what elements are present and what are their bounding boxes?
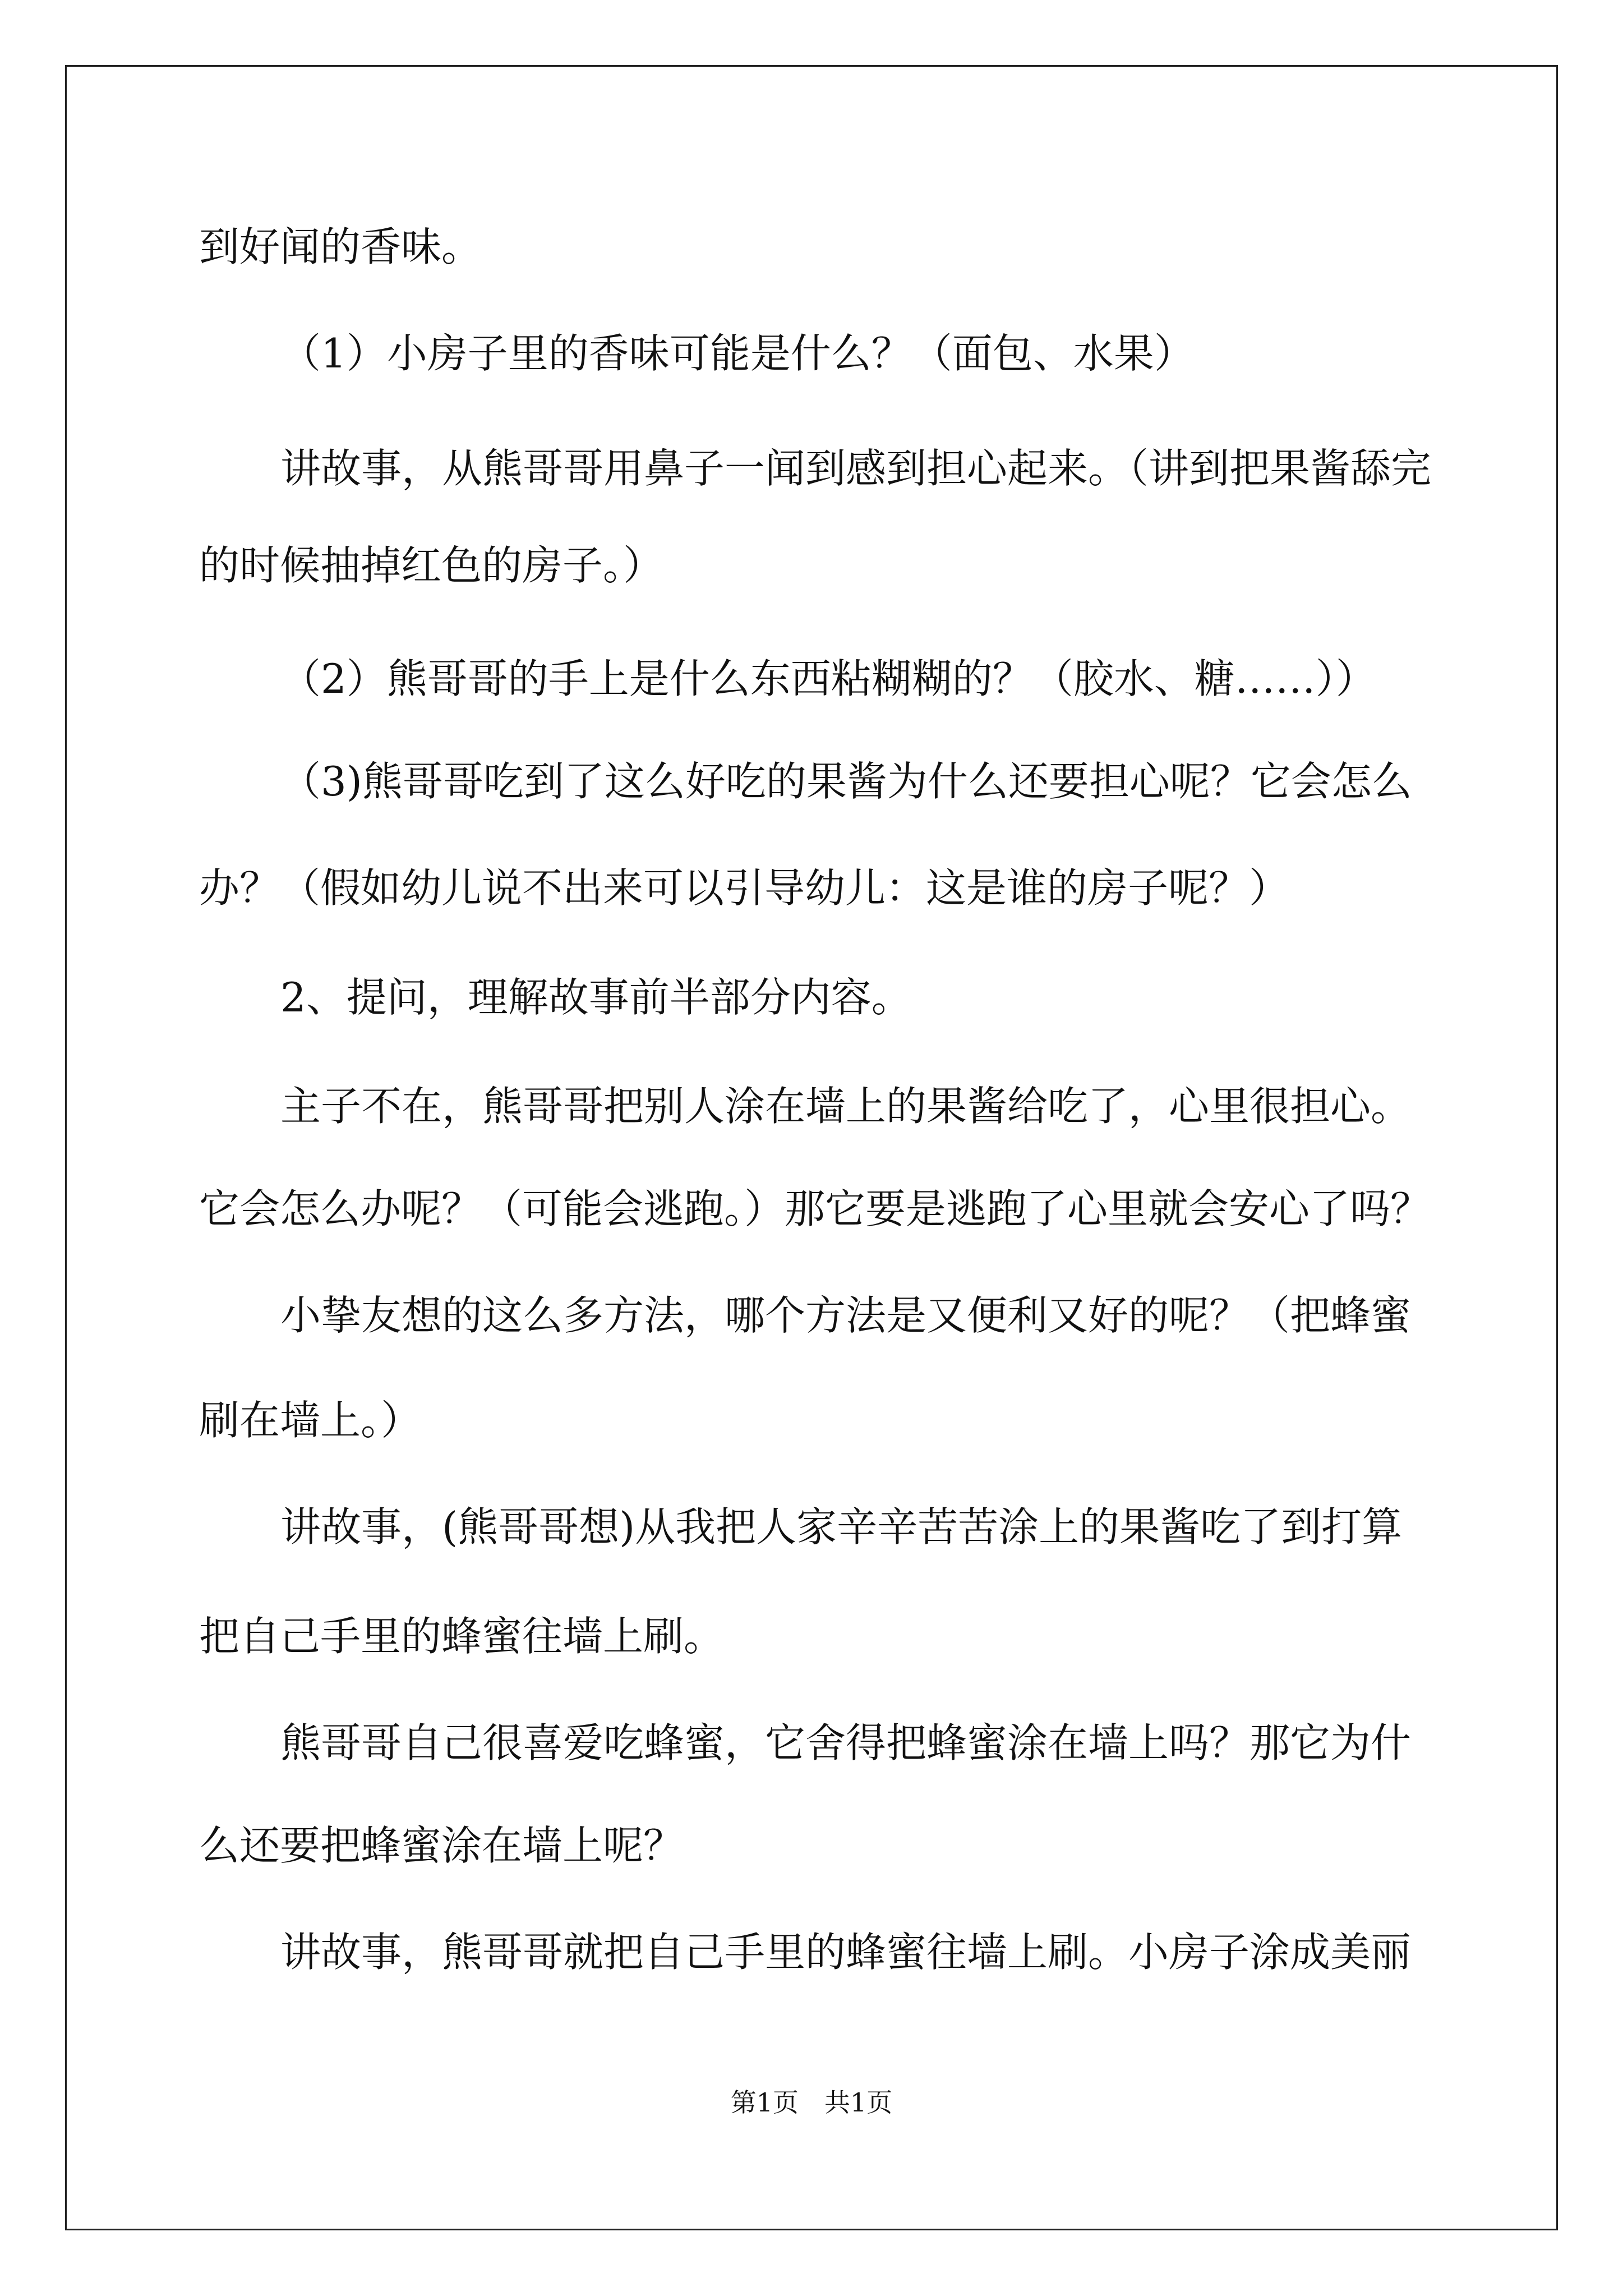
text-line: 把自己手里的蜂蜜往墙上刷。 [199, 1613, 725, 1660]
text-line: 到好闻的香味。 [199, 223, 482, 270]
text-line: 刷在墙上。） [199, 1397, 422, 1444]
text-line: 的时候抽掉红色的房子。） [199, 542, 664, 589]
text-line: 主子不在，熊哥哥把别人涂在墙上的果酱给吃了，心里很担心。 [280, 1083, 1412, 1130]
text-line: 2、提问，理解故事前半部分内容。 [280, 974, 912, 1021]
text-line: （1）小房子里的香味可能是什么？（面包、水果） [280, 330, 1195, 377]
page-number-footer: 第1页 共1页 [730, 2087, 893, 2118]
text-line: 么还要把蜂蜜涂在墙上呢？ [199, 1822, 684, 1869]
text-line: 讲故事，(熊哥哥想)从我把人家辛辛苦苦涂上的果酱吃了到打算 [280, 1503, 1403, 1550]
text-line: （3)熊哥哥吃到了这么好吃的果酱为什么还要担心呢？它会怎么 [280, 758, 1412, 805]
text-line: （2）熊哥哥的手上是什么东西粘糊糊的？（胶水、糖……）） [280, 655, 1376, 702]
text-line: 办？（假如幼儿说不出来可以引导幼儿：这是谁的房子呢？） [199, 864, 1290, 912]
text-line: 小挚友想的这么多方法，哪个方法是又便利又好的呢？（把蜂蜜 [280, 1292, 1412, 1339]
text-line: 讲故事，熊哥哥就把自己手里的蜂蜜往墙上刷。小房子涂成美丽 [280, 1929, 1412, 1976]
text-line: 它会怎么办呢？（可能会逃跑。）那它要是逃跑了心里就会安心了吗？ [199, 1185, 1431, 1232]
text-line: 讲故事，从熊哥哥用鼻子一闻到感到担心起来。（讲到把果酱舔完 [280, 445, 1432, 492]
text-line: 熊哥哥自己很喜爱吃蜂蜜，它舍得把蜂蜜涂在墙上吗？那它为什 [280, 1719, 1412, 1766]
page-border [65, 65, 1558, 2230]
